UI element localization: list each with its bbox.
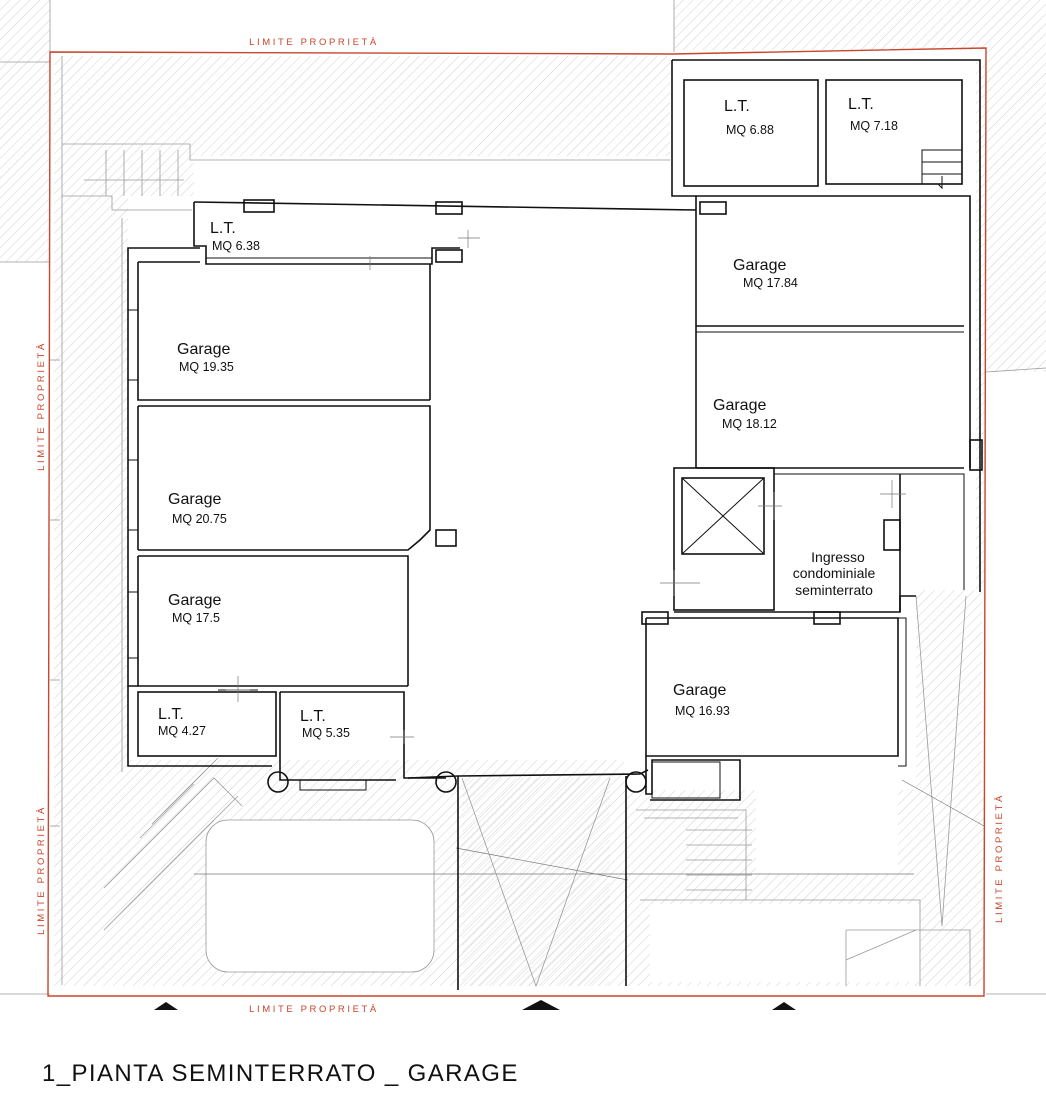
room-area: MQ 5.35 xyxy=(302,726,350,740)
room-name: Garage xyxy=(177,341,231,358)
room-lt-427 xyxy=(158,706,206,738)
room-garage-175 xyxy=(168,592,221,625)
property-label-left-upper: LIMITE PROPRIETÀ xyxy=(36,341,47,471)
room-area: MQ 19.35 xyxy=(179,360,234,374)
property-label-left-lower: LIMITE PROPRIETÀ xyxy=(36,805,47,935)
room-lt-638 xyxy=(210,220,260,253)
room-name: Garage xyxy=(168,491,222,508)
room-area: MQ 16.93 xyxy=(675,704,730,718)
room-name: Garage xyxy=(733,257,787,274)
room-area: MQ 4.27 xyxy=(158,724,206,738)
room-area: MQ 17.5 xyxy=(172,611,220,625)
room-garage-1784 xyxy=(733,257,798,290)
room-entrance xyxy=(793,549,876,598)
room-area: MQ 17.84 xyxy=(743,276,798,290)
access-arrow-icon xyxy=(154,1002,178,1010)
access-arrow-icon xyxy=(772,1002,796,1010)
room-lt-718 xyxy=(848,96,898,133)
room-garage-1935 xyxy=(177,341,234,374)
room-name: L.T. xyxy=(300,708,326,725)
page-title: 1_PIANTA SEMINTERRATO _ GARAGE xyxy=(42,1060,519,1087)
room-name: L.T. xyxy=(210,220,236,237)
property-label-bottom: LIMITE PROPRIETÀ xyxy=(249,1004,379,1015)
room-garage-1693 xyxy=(673,682,730,718)
room-area: MQ 20.75 xyxy=(172,512,227,526)
entrance-line-1: Ingresso xyxy=(811,549,865,565)
entrance-line-3: seminterrato xyxy=(795,582,873,598)
entrance-line-2: condominiale xyxy=(792,565,876,581)
property-label-top: LIMITE PROPRIETÀ xyxy=(249,37,379,48)
room-garage-1812 xyxy=(713,397,777,431)
room-name: L.T. xyxy=(724,98,750,115)
room-lt-688 xyxy=(724,98,774,137)
room-lt-535 xyxy=(300,708,350,740)
room-area: MQ 18.12 xyxy=(722,417,777,431)
room-area: MQ 6.38 xyxy=(212,239,260,253)
room-area: MQ 7.18 xyxy=(850,119,898,133)
openings xyxy=(128,200,982,792)
room-name: L.T. xyxy=(158,706,184,723)
access-arrow-icon xyxy=(522,1000,560,1010)
room-name: L.T. xyxy=(848,96,874,113)
room-name: Garage xyxy=(168,592,222,609)
room-area: MQ 6.88 xyxy=(726,123,774,137)
property-label-right: LIMITE PROPRIETÀ xyxy=(994,793,1005,923)
room-name: Garage xyxy=(713,397,767,414)
room-garage-2075 xyxy=(168,491,227,526)
room-name: Garage xyxy=(673,682,727,699)
